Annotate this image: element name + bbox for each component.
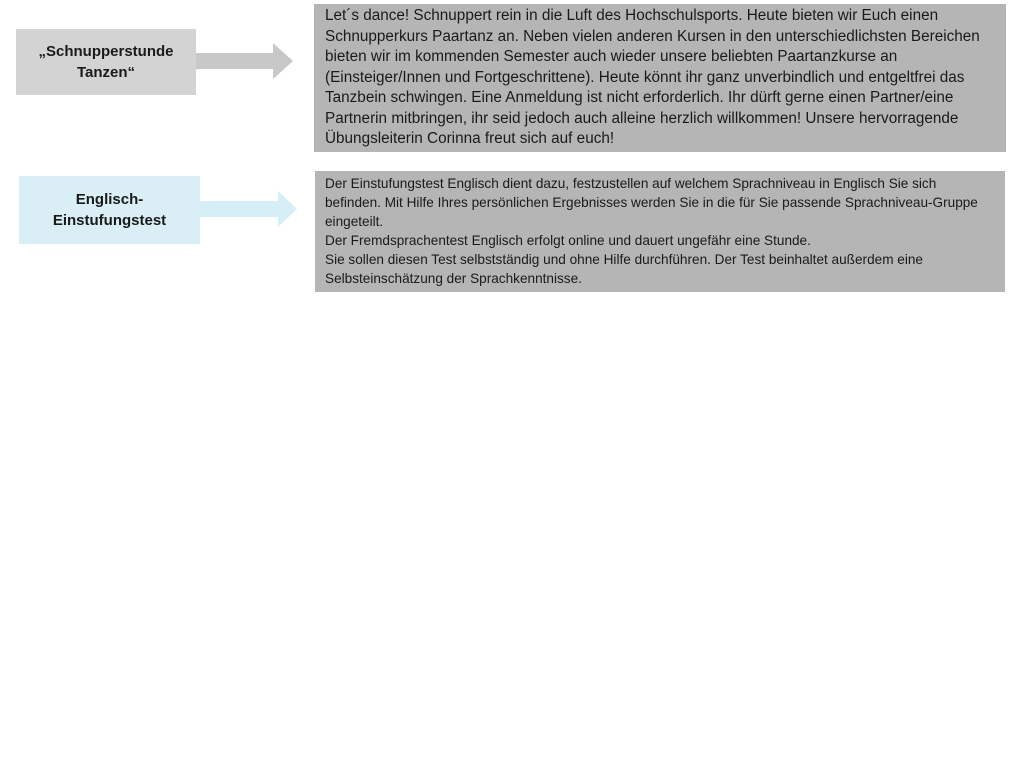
description-paragraph-3: Sie sollen diesen Test selbstständig und ohne Hilfe durchführen. Der Test beinhaltet außerdem eine Selbsteinschätzung der Sprachkenntnisse. — [325, 252, 923, 286]
label-schnupperstunde-tanzen — [16, 29, 196, 95]
description-paragraph-1: Der Einstufungstest Englisch dient dazu, festzustellen auf welchem Sprachniveau in Englisch Sie sich befinden. Mit Hilfe Ihres persönlichen Ergebnisses werden Sie in die für Sie passende Sprachniveau-Gruppe eingeteilt. — [325, 176, 978, 229]
label-line-2: Einstufungstest — [52, 212, 167, 229]
description-schnupperstunde-tanzen — [314, 4, 1006, 152]
description-englisch-einstufungstest — [315, 171, 1005, 292]
label-line-1: Englisch- — [75, 191, 144, 208]
description-text: Let´s dance! Schnuppert rein in die Luft des Hochschulsports. Heute bieten wir Euch einen Schnupperkurs Paartanz an. Neben vielen anderen Kursen in den unterschiedlichsten Bereichen bieten wir im kommenden Semester auch wieder unsere beliebten Paartanzkurse an (Einsteiger/Innen und Fortgeschrittene). Heute könnt ihr ganz unverbindlich und entgeltfrei das Tanzbein schwingen. Eine Anmeldung ist nicht erforderlich. Ihr dürft gerne einen Partner/eine Partnerin mitbringen, ihr seid jedoch auch alleine herzlich willkommen! Unsere hervorragende Übungsleiterin Corinna freut sich auf euch! — [325, 7, 980, 147]
label-englisch-einstufungstest — [19, 176, 200, 244]
right-arrow-icon — [196, 43, 294, 79]
label-line-2: Tanzen“ — [76, 64, 136, 81]
description-paragraph-2: Der Fremdsprachentest Englisch erfolgt online und dauert ungefähr eine Stunde. — [325, 233, 811, 248]
right-arrow-icon — [200, 191, 298, 227]
label-line-1: „Schnupperstunde — [38, 43, 174, 60]
